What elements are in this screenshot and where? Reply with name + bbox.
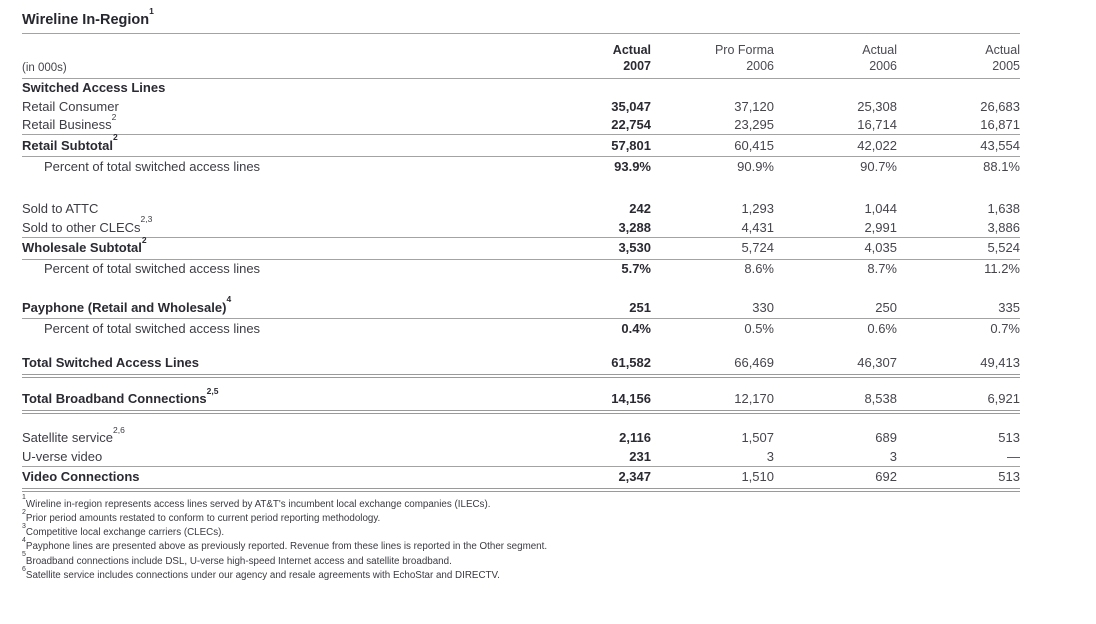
col-header-actual-2006: Actual 2006 [862,43,897,74]
col-header-proforma-2006: Pro Forma 2006 [714,43,774,74]
footnote-4: $^4$Payphone lines are presented above as previously reported. Revenue from these lines is reported in the Other segment. [22,537,548,553]
footnote-marker: 2,3 [140,214,153,225]
row-sold-to-attc: Sold to ATTC 242 1,293 1,044 1,638 [22,201,1020,216]
row-total-switched-access-lines: Total Switched Access Lines 61,582 66,469 46,307 49,413 [22,353,1020,378]
column-header-row [22,34,1020,79]
row-retail-consumer: Retail Consumer 35,047 37,120 25,308 26,683 [22,98,1020,114]
table-title-footnote-marker: 1 [149,6,154,17]
row-payphone: Payphone (Retail and Wholesale)$^4$ 251 330 250 335 [22,297,1020,319]
footnote-marker: 2 [113,132,118,143]
section-spacer [22,378,1020,389]
col-header-actual-2007: Actual 2007 [612,43,651,74]
report-page [22,0,1020,583]
section-spacer [22,176,1020,200]
row-percent-retail: Percent of total switched access lines 93.9% 90.9% 90.7% 88.1% [44,158,1020,174]
row-retail-business: Retail Business$^2$ 22,754 23,295 16,714 16,871 [22,111,1020,132]
row-wholesale-subtotal: Wholesale Subtotal$^2$ 3,530 5,724 4,035 5,524 [22,237,1020,260]
footnote-2: $^2$Prior period amounts restated to conform to current period reporting methodology. [22,508,381,524]
section-spacer [22,278,1020,297]
row-sold-to-other-clecs: Sold to other CLECs$^{2,3}$ 3,288 4,431 2,991 3,886 [22,214,1020,235]
footnote-5: $^5$Broadband connections include DSL, U-verse high-speed Internet access and satellite broadband. [22,551,452,567]
row-video-connections: Video Connections 2,347 1,510 692 513 [22,466,1020,492]
footnote-3: $^3$Competitive local exchange carriers (CLECs). [22,522,225,539]
footnote-6: $^6$Satellite service includes connections under our agency and resale agreements with EchoStar and DIRECTV. [22,565,500,581]
row-total-broadband-connections: Total Broadband Connections$^{2,5}$ 14,156 12,170 8,538 6,921 [22,389,1020,414]
row-percent-payphone: Percent of total switched access lines 0.4% 0.5% 0.6% 0.7% [44,320,1020,336]
footnote-marker: 2 [111,111,117,122]
footnote-marker: 4 [226,294,232,305]
table-title [22,6,1020,34]
table-title-text: Wireline In-Region [22,12,150,28]
section-spacer [22,414,1020,429]
col-header-actual-2005: Actual 2005 [985,43,1020,74]
footnote-marker: 2 [141,234,147,245]
footnote-marker: 2,5 [206,385,219,396]
footnotes [22,494,1020,584]
row-switched-access-lines-header: Switched Access Lines [22,80,166,95]
row-u-verse-video: U-verse video 231 3 3 — [22,448,1020,464]
section-spacer [22,338,1020,353]
row-percent-wholesale: Percent of total switched access lines 5.7% 8.6% 8.7% 11.2% [44,261,1020,276]
row-retail-subtotal: Retail Subtotal$^2$ 57,801 60,415 42,022 43,554 [22,134,1020,157]
row-satellite-service: Satellite service$^{2,6}$ 2,116 1,507 689 513 [22,424,1020,445]
unit-note: (in 000s) [22,61,67,74]
footnote-marker: 2,6 [113,424,125,435]
footnote-1: $^1$Wireline in-region represents access lines served by AT&T's incumbent local exchange companies (ILECs). [22,494,491,510]
